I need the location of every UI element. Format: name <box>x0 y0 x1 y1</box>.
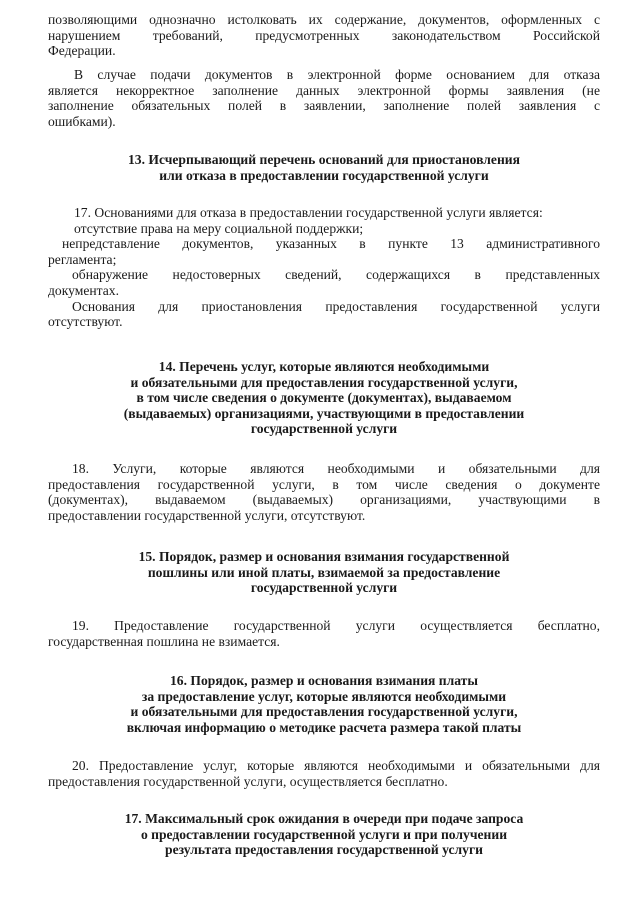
text-line: (документах), выдаваемом (выдаваемых) организациями, участвующими в <box>48 492 600 508</box>
heading-line: включая информацию о методике расчета размера такой платы <box>126 719 522 735</box>
text-line: отсутствие права на меру социальной поддержки; <box>74 220 364 236</box>
heading-line: 13. Исчерпывающий перечень оснований для приостановления <box>128 152 520 167</box>
text-line: Основания для приостановления предоставления государственной услуги <box>72 298 600 314</box>
section-14-body <box>48 461 600 523</box>
section-16-heading <box>48 673 600 735</box>
heading-line: (выдаваемых) организациями, участвующими в предоставлении <box>123 405 525 421</box>
text-line: предоставлении государственной услуги, отсутствуют. <box>48 507 366 523</box>
heading-line: государственной услуги <box>250 580 398 596</box>
text-line: государственная пошлина не взимается. <box>48 633 280 649</box>
heading-line: 16. Порядок, размер и основания взимания платы <box>170 673 478 688</box>
text-line: 17. Основаниями для отказа в предоставлении государственной услуги является: <box>74 205 543 220</box>
section-15-body <box>48 618 600 649</box>
section-13-heading <box>48 152 600 183</box>
text-line: отсутствуют. <box>48 314 123 330</box>
intro-paragraph <box>48 12 600 59</box>
text-line: нарушением требований, предусмотренных законодательством Российской <box>48 27 600 43</box>
electronic-form-paragraph <box>48 67 600 129</box>
text-line: предоставления государственной услуги, в том числе сведения о документе <box>48 476 600 492</box>
heading-line: за предоставление услуг, которые являются необходимыми <box>141 688 507 704</box>
heading-line: и обязательными для предоставления государственной услуги, <box>130 374 518 390</box>
section-16-body <box>48 758 600 789</box>
text-line: заполнение обязательных полей в заявлении, заполнение полей заявления с <box>48 98 600 114</box>
text-line: обнаружение недостоверных сведений, содержащихся в представленных <box>72 267 600 283</box>
heading-line: 14. Перечень услуг, которые являются необходимыми <box>158 359 490 374</box>
text-line: ошибками). <box>48 113 116 129</box>
text-line: является некорректное заполнение данных электронной формы заявления (не <box>48 82 600 98</box>
text-line: непредставление документов, указанных в пункте 13 административного <box>62 236 600 252</box>
text-line: предоставления государственной услуги, осуществляется бесплатно. <box>48 773 448 789</box>
heading-line: в том числе сведения о документе (документах), выдаваемом <box>136 390 512 406</box>
text-line: Федерации. <box>48 43 116 59</box>
heading-line: или отказа в предоставлении государственной услуги <box>159 167 489 183</box>
text-line: регламента; <box>48 251 117 267</box>
heading-line: 17. Максимальный срок ожидания в очереди при подаче запроса <box>124 811 524 826</box>
heading-line: и обязательными для предоставления государственной услуги, <box>130 704 518 720</box>
heading-line: 15. Порядок, размер и основания взимания государственной <box>138 549 510 564</box>
heading-line: пошлины или иной платы, взимаемой за предоставление <box>147 564 501 580</box>
heading-line: о предоставлении государственной услуги и при получении <box>140 826 508 842</box>
text-line: позволяющими однозначно истолковать их содержание, документов, оформленных с <box>48 12 600 27</box>
text-line: 20. Предоставление услуг, которые являются необходимыми и обязательными для <box>72 758 600 773</box>
text-line: 19. Предоставление государственной услуги осуществляется бесплатно, <box>72 618 600 633</box>
text-line: документах. <box>48 282 119 298</box>
heading-line: результата предоставления государственной услуги <box>165 842 483 858</box>
text-line: 18. Услуги, которые являются необходимыми и обязательными для <box>72 461 600 476</box>
section-13-body <box>48 205 600 330</box>
section-15-heading <box>48 549 600 596</box>
heading-line: государственной услуги <box>250 421 398 437</box>
text-line: В случае подачи документов в электронной форме основанием для отказа <box>74 67 600 82</box>
section-17-heading <box>48 811 600 858</box>
section-14-heading <box>48 359 600 437</box>
